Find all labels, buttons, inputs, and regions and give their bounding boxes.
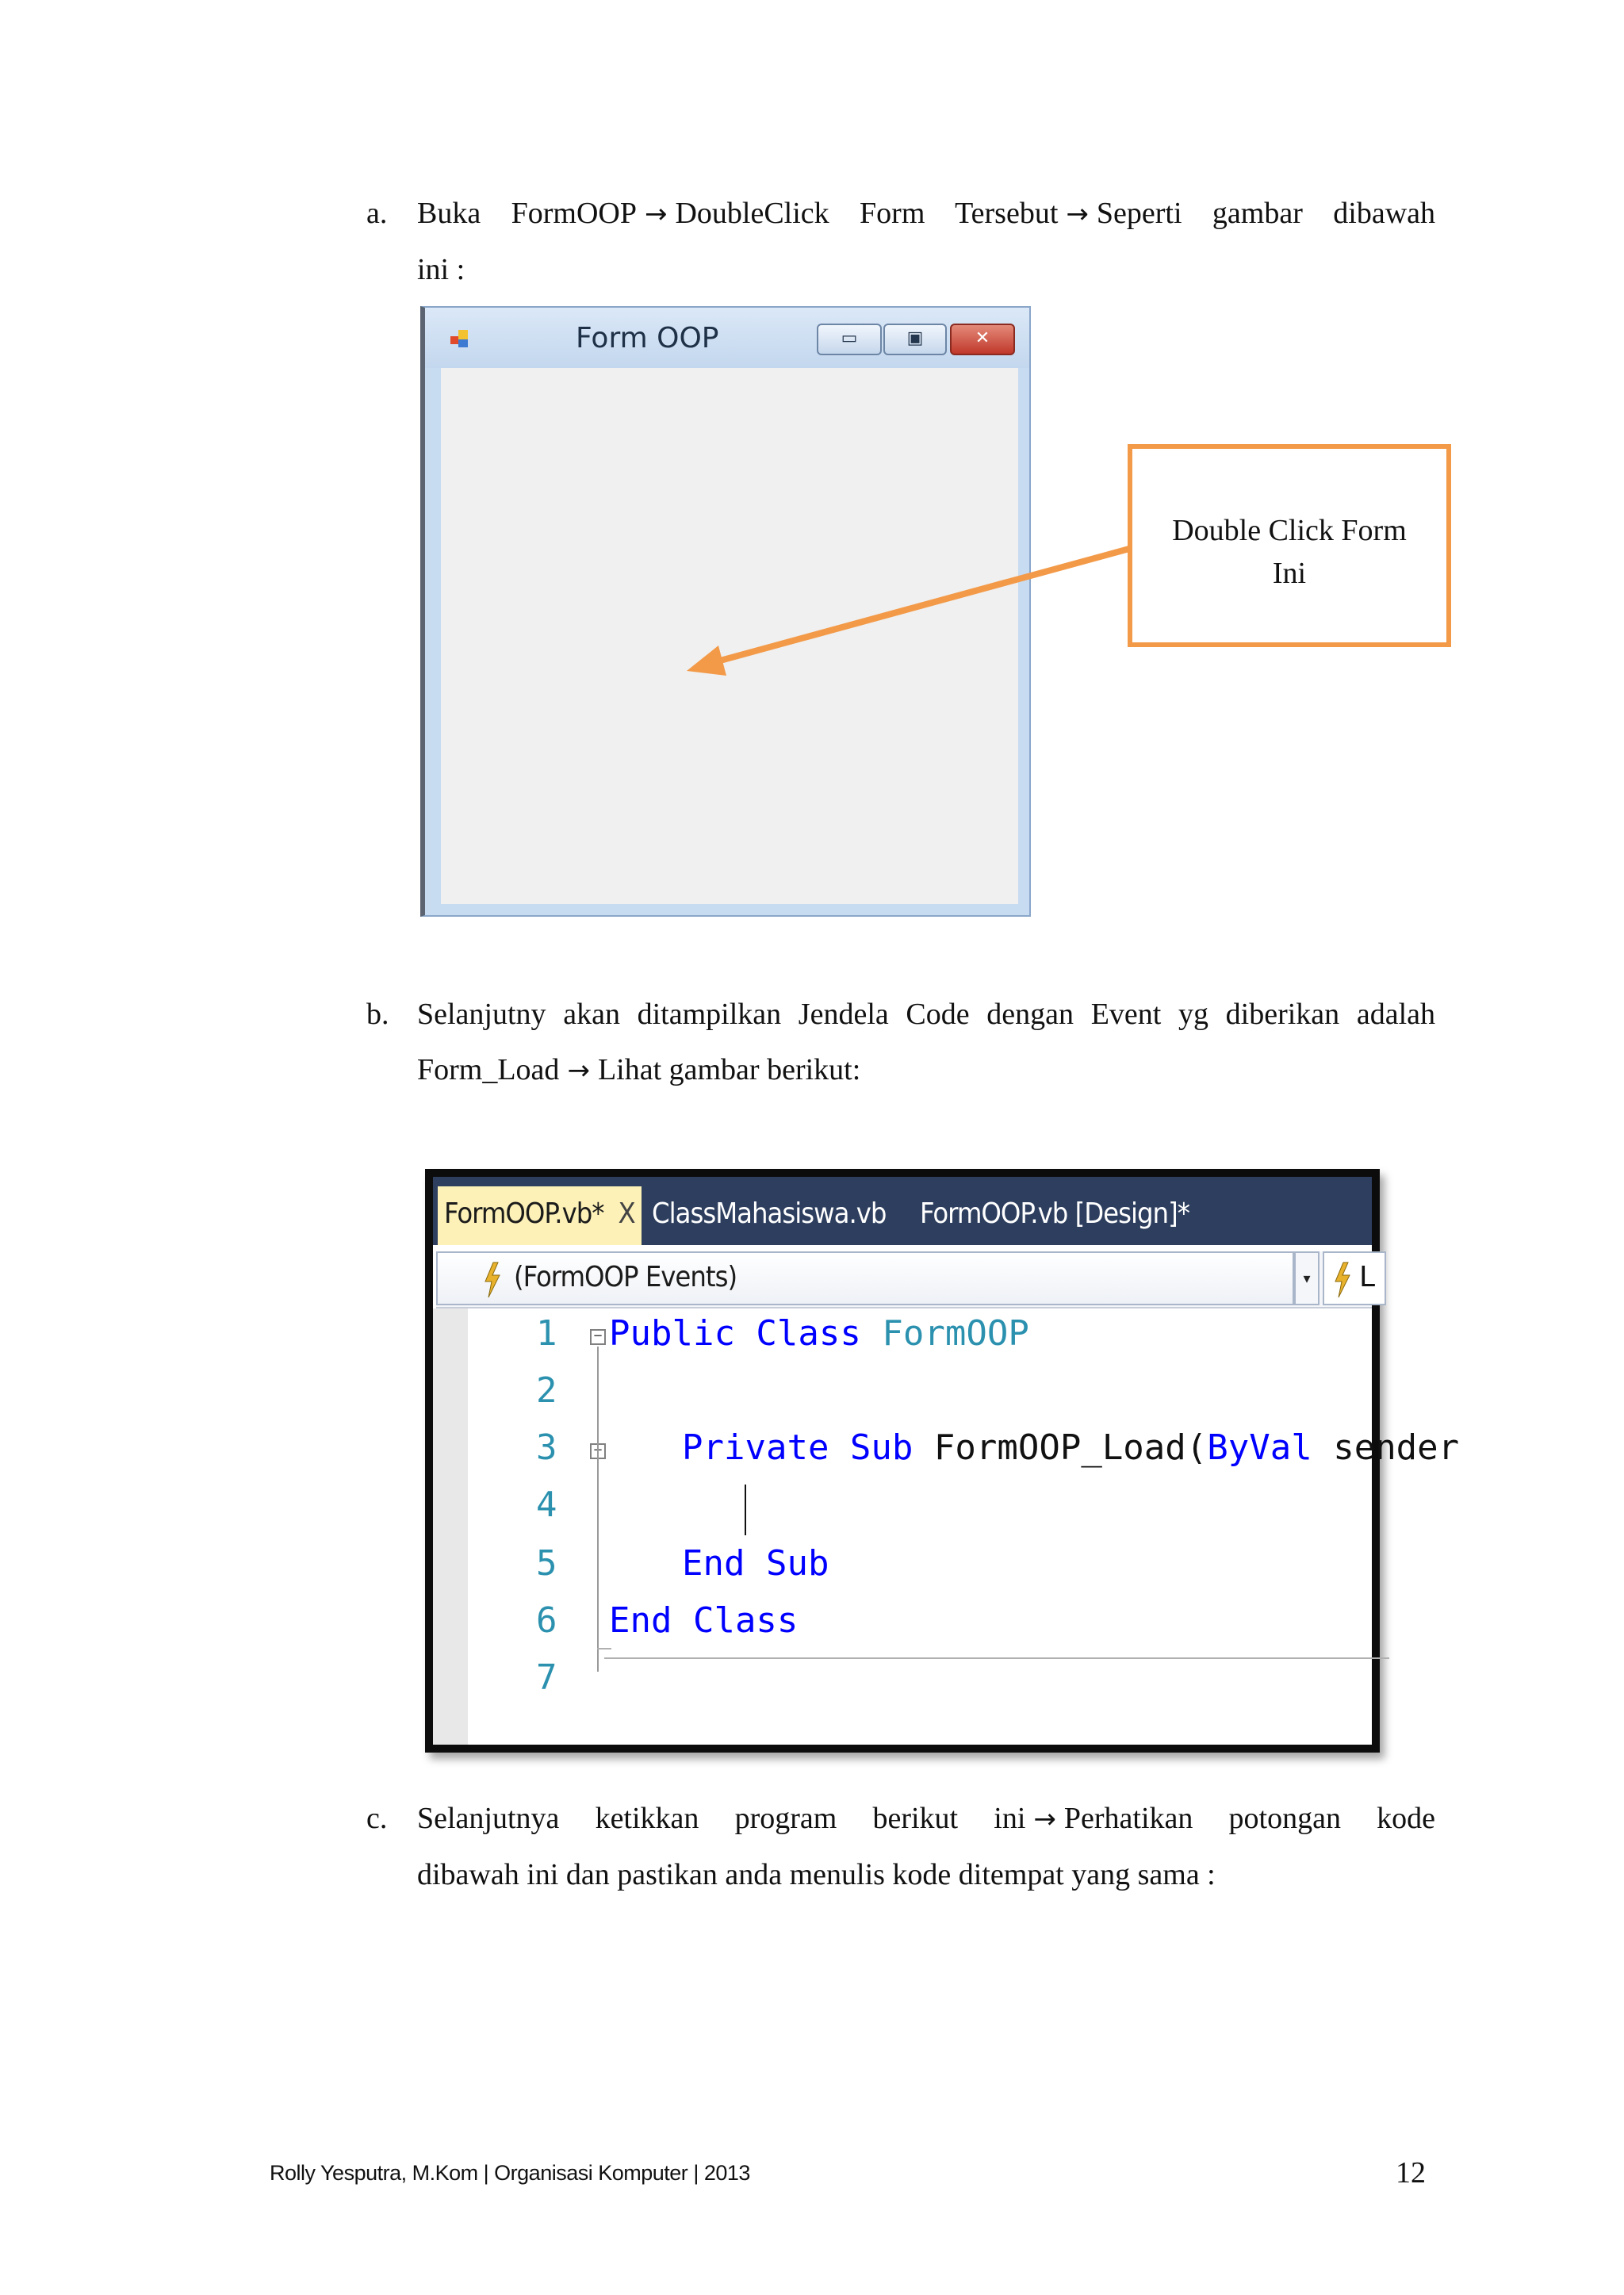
line-number: 4: [536, 1485, 557, 1525]
footer-separator: |: [483, 2161, 489, 2185]
page-footer: [270, 2161, 750, 2186]
callout-text: Double Click Form Ini: [1172, 514, 1407, 590]
list-item-text: Selanjutny akan ditampilkan Jendela Code dengan Event yg diberikan adalah Form_Load → Lihat gambar berikut:: [417, 998, 1435, 1086]
close-icon: ✕: [975, 328, 990, 348]
arrow-icon: →: [1066, 198, 1089, 230]
list-marker: b.: [366, 998, 389, 1031]
close-tab-icon[interactable]: X: [618, 1197, 635, 1230]
event-bolt-icon: [482, 1262, 501, 1297]
editor-tab-bar: [433, 1177, 1372, 1245]
list-item-text: Buka FormOOP → DoubleClick Form Tersebut → Seperti gambar dibawah ini :: [417, 197, 1435, 286]
code-line-5: End Sub: [682, 1543, 829, 1584]
code-line-1: Public Class FormOOP: [609, 1313, 1029, 1354]
window-title: Form OOP: [576, 322, 719, 354]
event-dropdown-bar: [436, 1251, 1376, 1308]
page-number: 12: [1396, 2156, 1426, 2190]
list-item-text: Selanjutnya ketikkan program berikut ini → Perhatikan potongan kode dibawah ini dan pastikan anda menulis kode ditempat yang sama :: [417, 1802, 1435, 1891]
tab-classmahasiswa-vb[interactable]: ClassMahasiswa.vb: [652, 1197, 887, 1230]
list-marker: c.: [366, 1802, 388, 1835]
maximize-icon: ▣: [906, 328, 924, 348]
events-dropdown[interactable]: (FormOOP Events): [436, 1251, 1294, 1305]
text-cursor: [745, 1485, 746, 1535]
line-number: 1: [536, 1313, 557, 1354]
event-bolt-icon: [1332, 1262, 1351, 1297]
line-number: 5: [536, 1543, 557, 1584]
tab-formoop-design[interactable]: FormOOP.vb [Design]*: [920, 1197, 1189, 1230]
line-number: 3: [536, 1427, 557, 1468]
collapse-icon[interactable]: −: [590, 1443, 606, 1459]
footer-course: Organisasi Komputer: [494, 2161, 688, 2185]
code-area[interactable]: [433, 1308, 1460, 1745]
arrow-icon: →: [644, 198, 668, 230]
line-number: 7: [536, 1657, 557, 1698]
list-marker: a.: [366, 197, 388, 230]
footer-separator: |: [693, 2161, 699, 2185]
collapse-icon[interactable]: −: [590, 1329, 606, 1345]
footer-year: 2013: [703, 2161, 750, 2185]
tab-formoop-vb[interactable]: FormOOP.vb* X: [438, 1186, 642, 1245]
footer-author: Rolly Yesputra, M.Kom: [270, 2161, 478, 2185]
dropdown-arrow-icon[interactable]: ▾: [1294, 1251, 1320, 1305]
minimize-icon: ▭: [841, 328, 858, 348]
line-number: 2: [536, 1370, 557, 1411]
code-line-6: End Class: [609, 1600, 799, 1641]
method-dropdown[interactable]: L: [1323, 1251, 1386, 1305]
arrow-icon: →: [567, 1055, 590, 1086]
code-editor-window: [425, 1169, 1460, 1753]
code-line-3: Private Sub FormOOP_Load(ByVal sender: [682, 1427, 1460, 1468]
line-number: 6: [536, 1600, 557, 1641]
arrow-icon: →: [1033, 1803, 1056, 1835]
